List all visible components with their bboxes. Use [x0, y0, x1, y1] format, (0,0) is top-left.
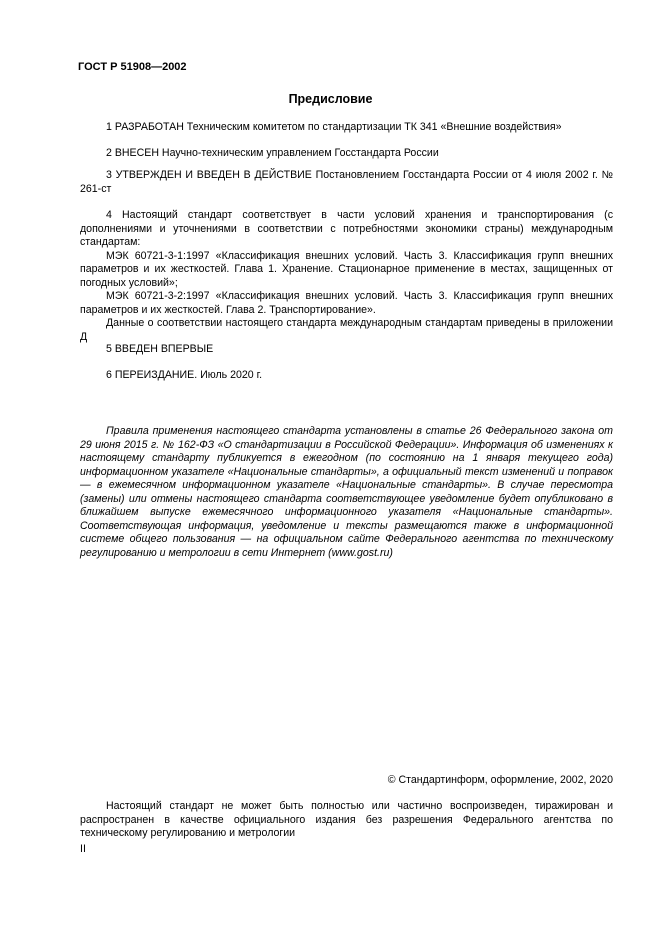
reproduction-notice: Настоящий стандарт не может быть полностью или частично воспроизведен, тиражирован и распространен в качестве официального издания без разрешения Федерального агентства по техническому регулированию и метрологии: [80, 800, 613, 839]
item-2: 2 ВНЕСЕН Научно-техническим управлением Госстандарта России: [106, 147, 439, 159]
item-4-text: 4 Настоящий стандарт соответствует в части условий хранения и транспортирования (с дополнениями и уточнениями в соответствии с потребностями экономики страны) международным стандартам:: [80, 209, 613, 248]
item-4-iec-1: МЭК 60721-3-1:1997 «Классификация внешних условий. Часть 3. Классификация групп внешних параметров и их жесткостей. Глава 1. Хранение. Стационарное применение в местах, защищенных от погодных условий»;: [80, 249, 613, 289]
page-number: II: [80, 843, 86, 855]
item-1: 1 РАЗРАБОТАН Техническим комитетом по стандартизации ТК 341 «Внешние воздействия»: [106, 121, 562, 133]
item-4-iec-2: МЭК 60721-3-2:1997 «Классификация внешних условий. Часть 3. Классификация групп внешних параметров и их жесткостей. Глава 2. Транспортирование».: [80, 290, 613, 316]
item-3: 3 УТВЕРЖДЕН И ВВЕДЕН В ДЕЙСТВИЕ Постановлением Госстандарта России от 4 июля 2002 г. № 261-ст: [80, 169, 613, 195]
item-4-annex: Данные о соответствии настоящего стандарта международным стандартам приведены в приложении Д: [80, 317, 613, 343]
standard-id: ГОСТ Р 51908—2002: [78, 61, 187, 73]
application-notice: Правила применения настоящего стандарта установлены в статье 26 Федерального закона от 29 июня 2015 г. № 162-ФЗ «О стандартизации в Российской Федерации». Информация об изменениях к настоящему стандарту публикуется в ежегодном (по состоянию на 1 января текущего года) информационном указателе «Национальные стандарты», а официальный текст изменений и поправок — в ежемесячном информационном указателе «Национальные стандарты». В случае пересмотра (замены) или отмены настоящего стандарта соответствующее уведомление будет опубликовано в ближайшем выпуске ежемесячного информационного указателя «Национальные стандарты». Соответствующая информация, уведомление и тексты размещаются также в информационной системе общего пользования — на официальном сайте Федерального агентства по техническому регулированию и метрологии в сети Интернет (www.gost.ru): [80, 425, 613, 559]
page-title: Предисловие: [288, 92, 373, 106]
item-4: [80, 209, 613, 344]
item-6: 6 ПЕРЕИЗДАНИЕ. Июль 2020 г.: [106, 369, 263, 381]
copyright: © Стандартинформ, оформление, 2002, 2020: [387, 774, 613, 786]
item-5: 5 ВВЕДЕН ВПЕРВЫЕ: [106, 343, 214, 355]
